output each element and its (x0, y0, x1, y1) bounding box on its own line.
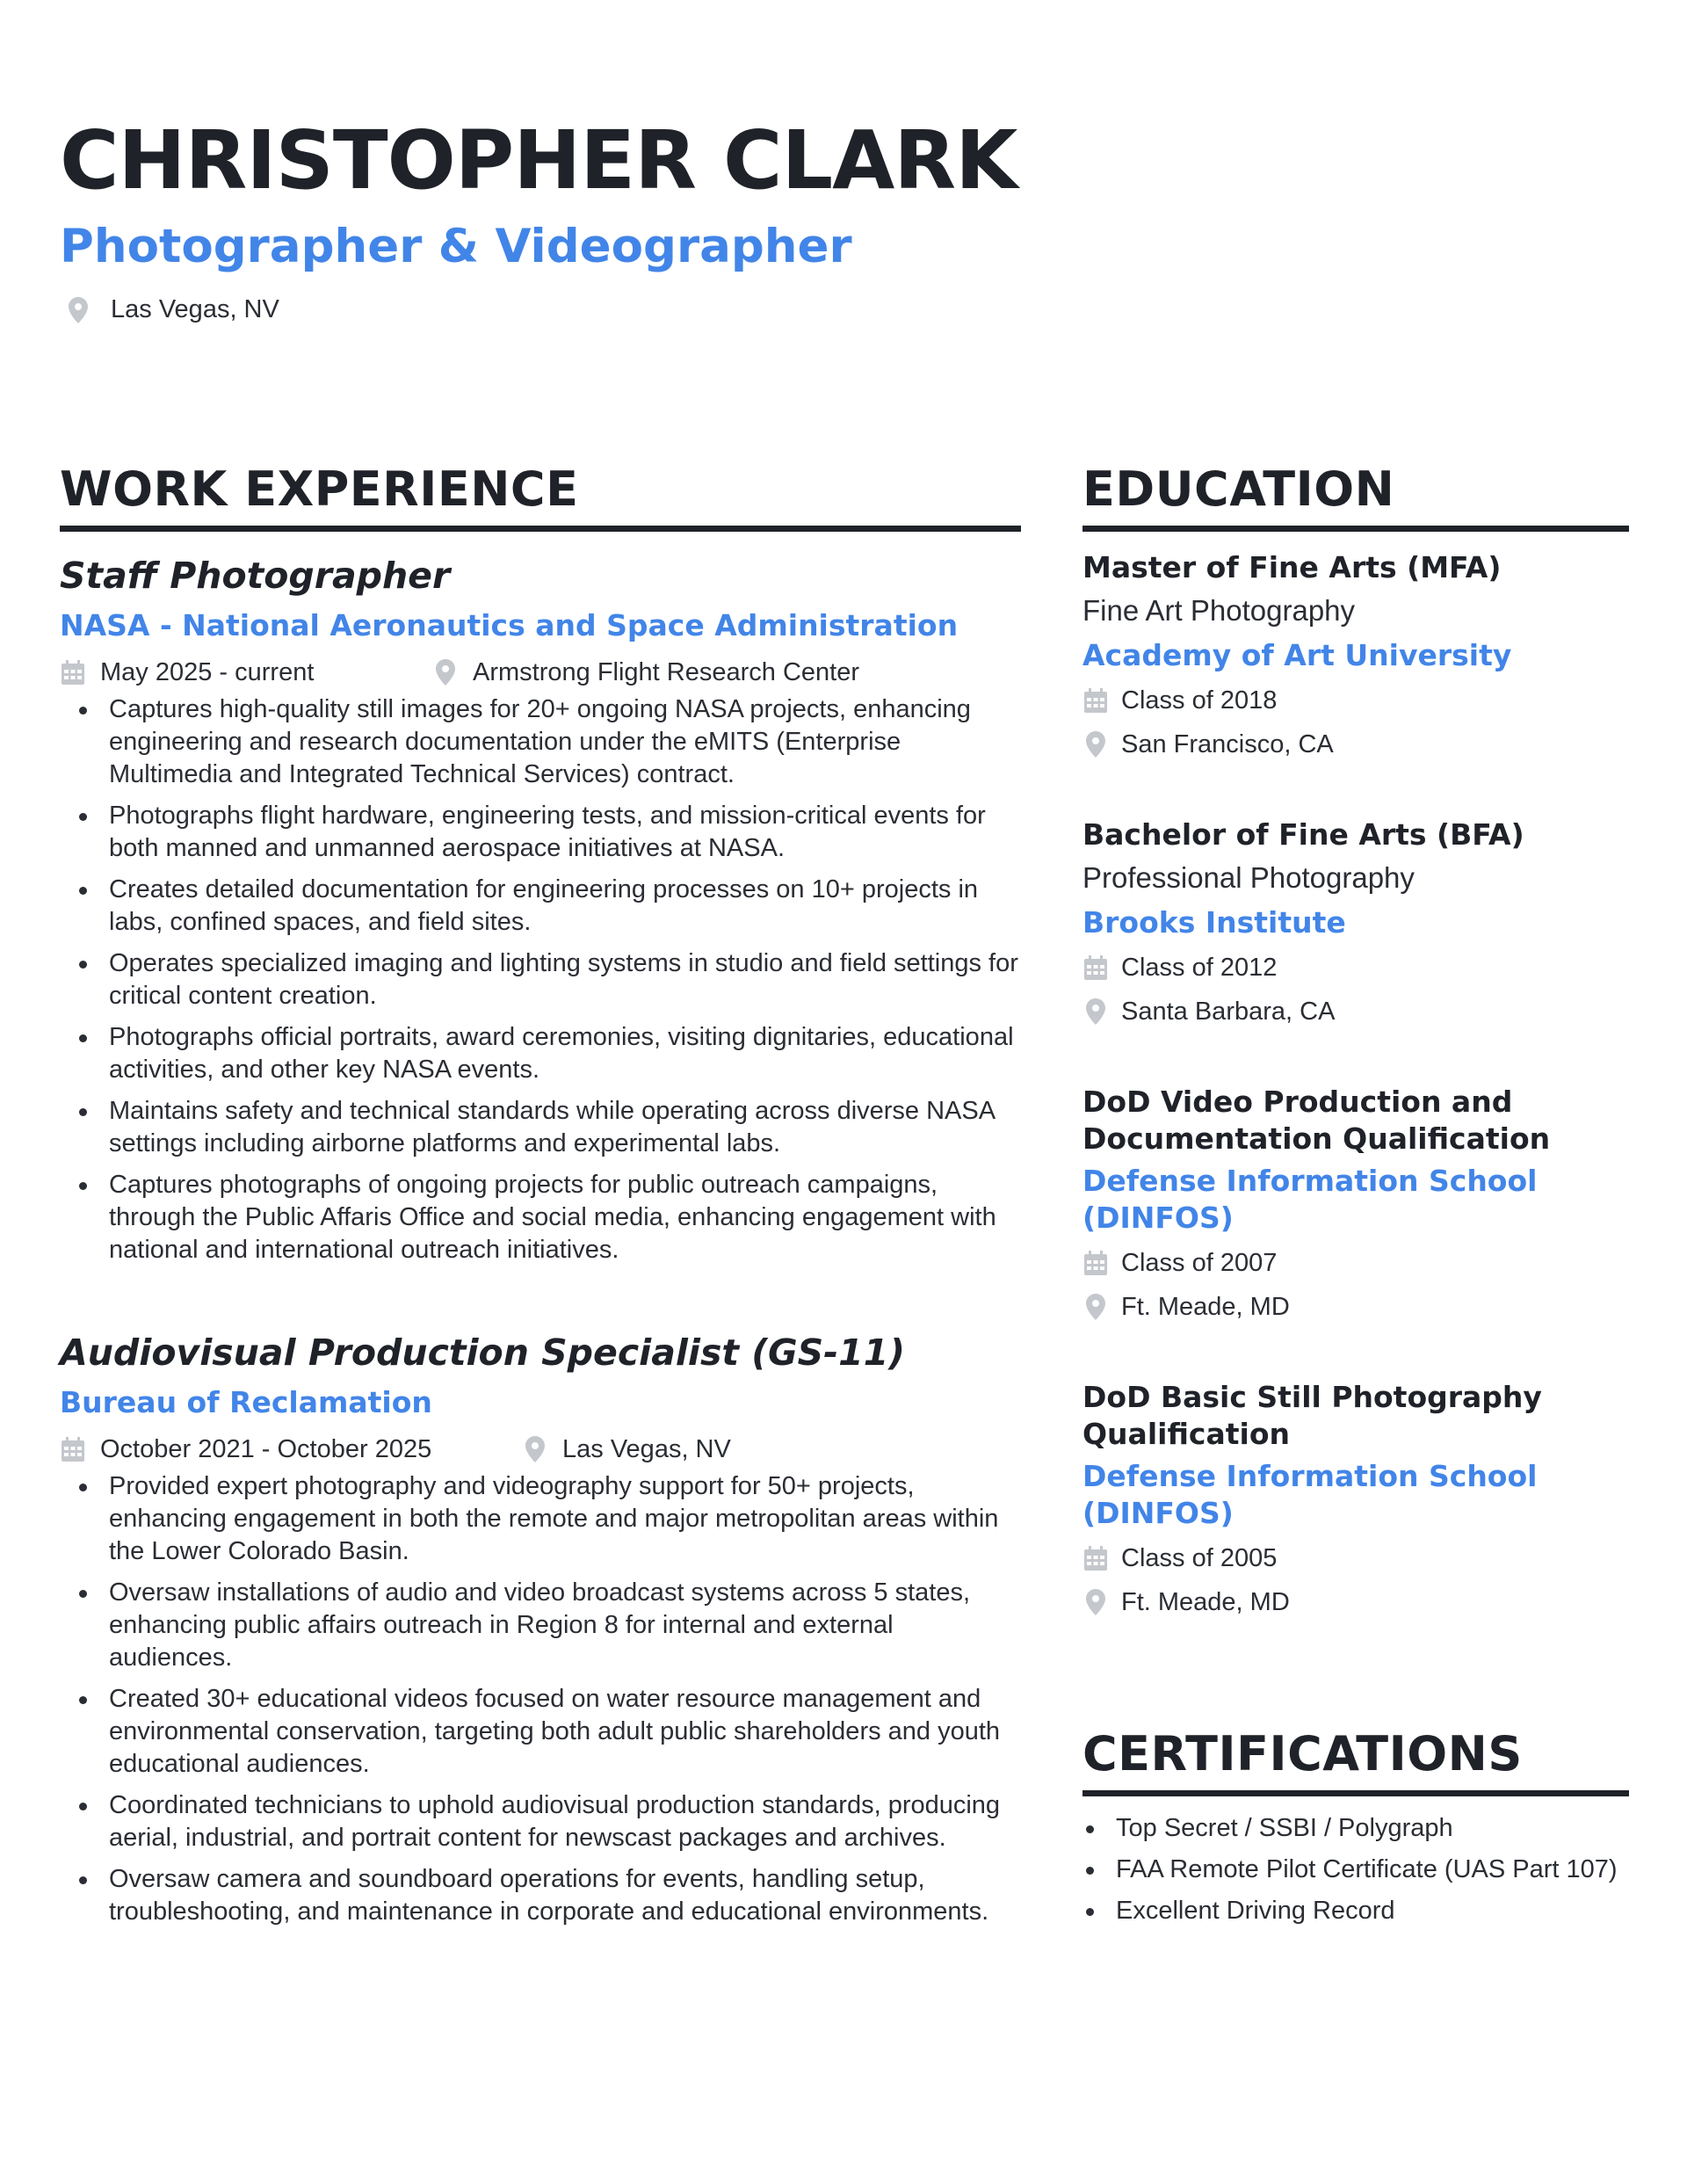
list-item: Excellent Driving Record (1082, 1895, 1629, 1927)
job-location: Armstrong Flight Research Center (473, 658, 859, 686)
work-experience-section (60, 459, 1021, 1937)
school-name: Academy of Art University (1082, 638, 1512, 672)
education-year: Class of 2018 (1082, 683, 1629, 718)
candidate-title: Photographer & Videographer (60, 220, 852, 273)
education-location: Santa Barbara, CA (1082, 994, 1629, 1029)
location-text: Las Vegas, NV (111, 295, 279, 323)
education-location: San Francisco, CA (1082, 727, 1629, 762)
calendar-icon (60, 659, 86, 686)
school-name: Defense Information School (DINFOS) (1082, 1459, 1538, 1530)
job-meta (60, 655, 1021, 690)
certifications-list (1082, 1812, 1629, 1927)
job-entry (60, 1328, 1021, 1928)
job-bullets (60, 693, 1021, 1266)
candidate-name: CHRISTOPHER CLARK (60, 113, 1017, 207)
education-year: Class of 2012 (1082, 950, 1629, 985)
list-item: Oversaw camera and soundboard operations for events, handling setup, troubleshooting, and maintenance in corporate and educational environments. (60, 1863, 1021, 1928)
education-entry (1082, 816, 1629, 1029)
map-pin-icon (1082, 1294, 1109, 1320)
job-dates: October 2021 - October 2025 (100, 1435, 432, 1463)
education-location: Ft. Meade, MD (1082, 1585, 1629, 1620)
job-bullets (60, 1470, 1021, 1928)
degree-field: Fine Art Photography (1082, 594, 1356, 627)
list-item: Operates specialized imaging and lighting systems in studio and field settings for critical content creation. (60, 947, 1021, 1012)
resume-header (60, 112, 1202, 324)
calendar-icon (1082, 1545, 1109, 1571)
education-year: Class of 2007 (1082, 1245, 1629, 1281)
degree-name: Master of Fine Arts (MFA) (1082, 550, 1502, 584)
calendar-icon (1082, 954, 1109, 981)
education-entry (1082, 1084, 1629, 1324)
degree-name: DoD Video Production and Documentation Qualification (1082, 1085, 1551, 1156)
education-entry (1082, 1379, 1629, 1620)
work-experience-heading: WORK EXPERIENCE (60, 459, 1021, 532)
map-pin-icon (1082, 1589, 1109, 1615)
certifications-heading: CERTIFICATIONS (1082, 1723, 1629, 1796)
job-title: Staff Photographer (60, 555, 451, 597)
list-item: Creates detailed documentation for engineering processes on 10+ projects in labs, confined spaces, and field sites. (60, 874, 1021, 939)
degree-name: Bachelor of Fine Arts (BFA) (1082, 817, 1524, 852)
candidate-location (60, 295, 1202, 324)
map-pin-icon (1082, 998, 1109, 1025)
list-item: Captures high-quality still images for 20+ ongoing NASA projects, enhancing engineering and research documentation under the eMITS (Enterprise Multimedia and Integrated Technical Services) contract. (60, 693, 1021, 791)
list-item: Captures photographs of ongoing projects for public outreach campaigns, through the Public Affaris Office and social media, enhancing engagement with national and international outreach initiatives. (60, 1169, 1021, 1266)
job-title: Audiovisual Production Specialist (GS-11) (60, 1331, 905, 1374)
map-pin-icon (65, 297, 91, 323)
calendar-icon (1082, 1250, 1109, 1276)
right-column (1082, 459, 1629, 1936)
education-location: Ft. Meade, MD (1082, 1289, 1629, 1324)
list-item: FAA Remote Pilot Certificate (UAS Part 107) (1082, 1854, 1629, 1886)
education-heading: EDUCATION (1082, 459, 1629, 532)
job-dates: May 2025 - current (100, 658, 315, 686)
degree-name: DoD Basic Still Photography Qualification (1082, 1380, 1542, 1451)
job-location: Las Vegas, NV (562, 1435, 731, 1463)
map-pin-icon (432, 659, 459, 686)
job-entry (60, 551, 1021, 1266)
calendar-icon (1082, 687, 1109, 714)
degree-field: Professional Photography (1082, 861, 1415, 894)
calendar-icon (60, 1436, 86, 1462)
list-item: Provided expert photography and videography support for 50+ projects, enhancing engagement in both the remote and major metropolitan areas within the Lower Colorado Basin. (60, 1470, 1021, 1568)
list-item: Photographs flight hardware, engineering tests, and mission-critical events for both manned and unmanned aerospace initiatives at NASA. (60, 800, 1021, 865)
job-organization: Bureau of Reclamation (60, 1385, 432, 1419)
school-name: Defense Information School (DINFOS) (1082, 1164, 1538, 1235)
job-meta (60, 1432, 1021, 1467)
list-item: Photographs official portraits, award ceremonies, visiting dignitaries, educational activities, and other key NASA events. (60, 1021, 1021, 1086)
list-item: Top Secret / SSBI / Polygraph (1082, 1812, 1629, 1845)
map-pin-icon (1082, 731, 1109, 758)
list-item: Maintains safety and technical standards while operating across diverse NASA settings including airborne platforms and experimental labs. (60, 1095, 1021, 1160)
education-year: Class of 2005 (1082, 1541, 1629, 1576)
certifications-section (1082, 1723, 1629, 1927)
list-item: Coordinated technicians to uphold audiovisual production standards, producing aerial, industrial, and portrait content for newscast packages and archives. (60, 1789, 1021, 1854)
school-name: Brooks Institute (1082, 905, 1346, 940)
list-item: Created 30+ educational videos focused on water resource management and environmental conservation, targeting both adult public shareholders and youth educational audiences. (60, 1683, 1021, 1781)
map-pin-icon (522, 1436, 548, 1462)
job-organization: NASA - National Aeronautics and Space Administration (60, 608, 959, 642)
list-item: Oversaw installations of audio and video broadcast systems across 5 states, enhancing public affairs outreach in Region 8 for internal and external audiences. (60, 1577, 1021, 1674)
education-entry (1082, 549, 1629, 762)
